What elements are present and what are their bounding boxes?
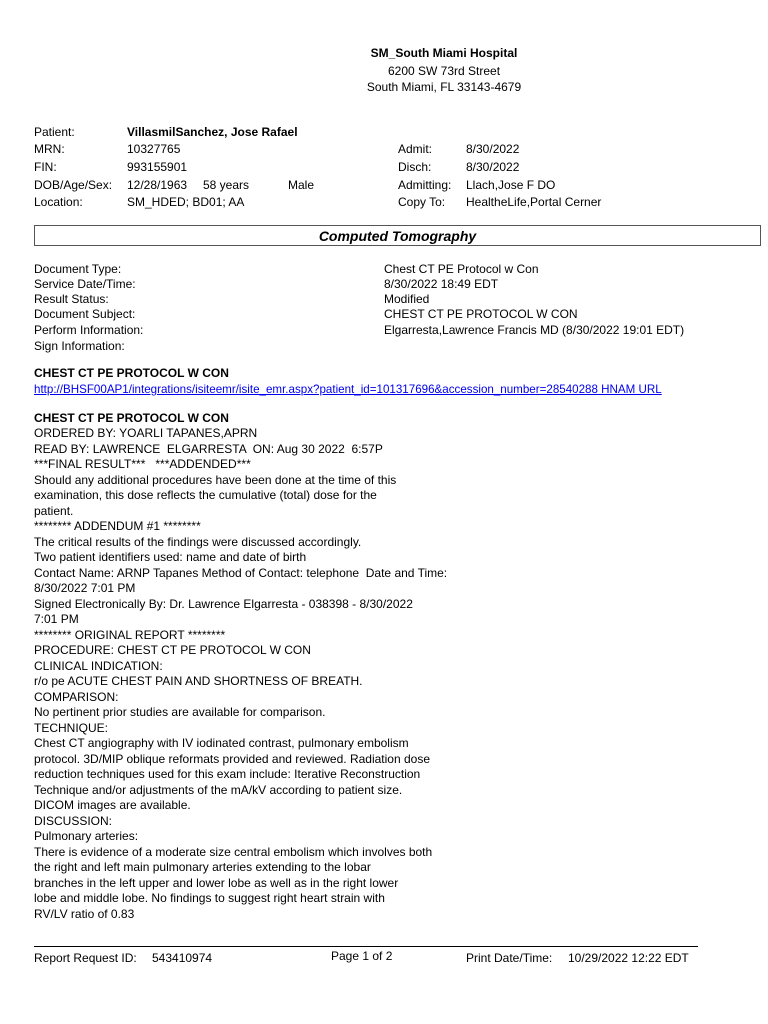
report-line: READ BY: LAWRENCE ELGARRESTA ON: Aug 30 2022 6:57P [34, 441, 383, 456]
service-date-label: Service Date/Time: [34, 277, 136, 291]
sign-info-label: Sign Information: [34, 339, 125, 353]
doc-subject-value: CHEST CT PE PROTOCOL W CON [384, 307, 578, 321]
service-date-value: 8/30/2022 18:49 EDT [384, 277, 499, 291]
copyto-value: HealtheLife,Portal Cerner [466, 195, 602, 209]
report-line: lobe and middle lobe. No findings to suggest right heart strain with [34, 891, 385, 905]
report-line: Two patient identifiers used: name and date of birth [34, 550, 307, 564]
location-value: SM_HDED; BD01; AA [127, 195, 245, 209]
footer-divider [34, 946, 698, 947]
report-line: Contact Name: ARNP Tapanes Method of Contact: telephone Date and Time: [34, 565, 448, 580]
report-line: protocol. 3D/MIP oblique reformats provided and reviewed. Radiation dose [34, 751, 430, 766]
report-line: 8/30/2022 7:01 PM [34, 581, 136, 595]
age-value: 58 years [203, 178, 250, 192]
hnam-url-link[interactable]: http://BHSF00AP1/integrations/isiteemr/isite_emr.aspx?patient_id=101317696&accession_number=28540288 HNAM URL [34, 383, 662, 396]
perform-info-value: Elgarresta,Lawrence Francis MD (8/30/2022 19:01 EDT) [384, 323, 685, 337]
admit-value: 8/30/2022 [466, 142, 520, 156]
report-line: Pulmonary arteries: [34, 829, 139, 843]
hospital-name: SM_South Miami Hospital [370, 46, 518, 60]
mrn-label: MRN: [34, 142, 65, 156]
report-line: Technique and/or adjustments of the mA/kV according to patient size. [34, 782, 403, 797]
page-indicator: Page 1 of 2 [331, 949, 393, 963]
doc-type-value: Chest CT PE Protocol w Con [384, 262, 539, 276]
report-request-value: 543410974 [152, 951, 213, 965]
report-line: ******** ADDENDUM #1 ******** [34, 519, 201, 533]
perform-info-label: Perform Information: [34, 323, 144, 337]
result-status-label: Result Status: [34, 292, 109, 306]
report-heading: CHEST CT PE PROTOCOL W CON [34, 366, 229, 380]
report-line: the right and left main pulmonary arteries extending to the lobar [34, 860, 371, 874]
print-date-value: 10/29/2022 12:22 EDT [568, 951, 689, 965]
report-line: Chest CT angiography with IV iodinated contrast, pulmonary embolism [34, 736, 409, 750]
report-line: Signed Electronically By: Dr. Lawrence Elgarresta - 038398 - 8/30/2022 [34, 596, 413, 611]
report-line: No pertinent prior studies are available for comparison. [34, 705, 326, 719]
location-label: Location: [34, 195, 83, 209]
report-line: ******** ORIGINAL REPORT ******** [34, 627, 226, 642]
section-title: Computed Tomography [34, 225, 761, 246]
report-subheading: CHEST CT PE PROTOCOL W CON [34, 411, 229, 425]
result-status-value: Modified [384, 292, 430, 306]
report-line: reduction techniques used for this exam include: Iterative Reconstruction [34, 767, 421, 781]
report-line: patient. [34, 503, 74, 518]
report-line: 7:01 PM [34, 612, 79, 626]
report-line: DISCUSSION: [34, 813, 113, 828]
report-line: CLINICAL INDICATION: [34, 658, 163, 673]
hospital-address-line2: South Miami, FL 33143-4679 [366, 80, 522, 94]
report-request-label: Report Request ID: [34, 951, 137, 965]
patient-name: VillasmilSanchez, Jose Rafael [127, 125, 298, 139]
doc-subject-label: Document Subject: [34, 307, 136, 321]
report-line: r/o pe ACUTE CHEST PAIN AND SHORTNESS OF BREATH. [34, 674, 363, 688]
admit-label: Admit: [398, 142, 433, 156]
report-line: DICOM images are available. [34, 798, 191, 812]
report-line: examination, this dose reflects the cumulative (total) dose for the [34, 488, 377, 502]
hospital-address-line1: 6200 SW 73rd Street [387, 64, 501, 78]
report-line: There is evidence of a moderate size central embolism which involves both [34, 844, 433, 859]
report-line: ORDERED BY: YOARLI TAPANES,APRN [34, 426, 258, 440]
report-body [34, 426, 474, 922]
fin-value: 993155901 [127, 160, 188, 174]
disch-label: Disch: [398, 160, 432, 174]
report-line: PROCEDURE: CHEST CT PE PROTOCOL W CON [34, 643, 311, 657]
admitting-value: Llach,Jose F DO [466, 178, 556, 192]
copyto-label: Copy To: [398, 195, 446, 209]
dob-value: 12/28/1963 [127, 178, 188, 192]
report-line: Should any additional procedures have been done at the time of this [34, 472, 397, 487]
report-line: TECHNIQUE: [34, 720, 109, 735]
admitting-label: Admitting: [398, 178, 452, 192]
report-line: COMPARISON: [34, 689, 119, 704]
fin-label: FIN: [34, 160, 57, 174]
patient-label: Patient: [34, 125, 75, 139]
dob-label: DOB/Age/Sex: [34, 178, 113, 192]
doc-type-label: Document Type: [34, 262, 122, 276]
report-line: ***FINAL RESULT*** ***ADDENDED*** [34, 457, 251, 471]
disch-value: 8/30/2022 [466, 160, 520, 174]
report-line: RV/LV ratio of 0.83 [34, 906, 135, 921]
sex-value: Male [288, 178, 315, 192]
print-date-label: Print Date/Time: [466, 951, 553, 965]
mrn-value: 10327765 [127, 142, 181, 156]
report-line: The critical results of the findings were discussed accordingly. [34, 534, 362, 549]
report-line: branches in the left upper and lower lobe as well as in the right lower [34, 875, 399, 890]
